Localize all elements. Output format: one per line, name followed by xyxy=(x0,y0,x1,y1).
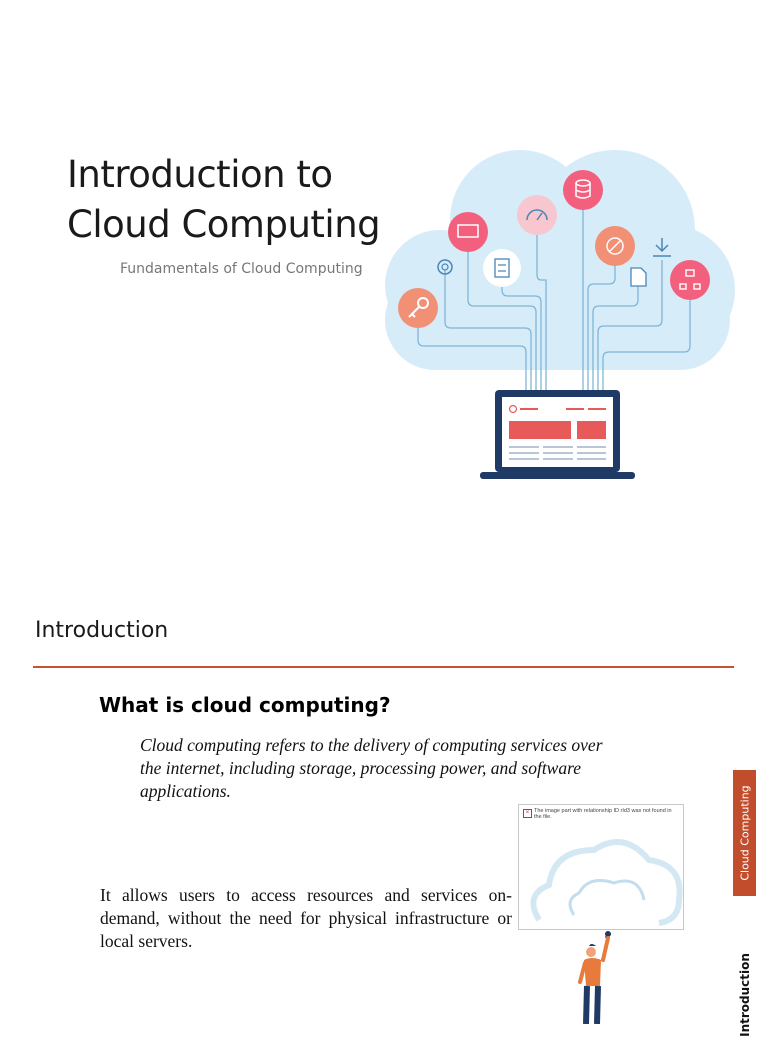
cloud-shape xyxy=(385,150,735,370)
broken-image-text: The image part with relationship ID rId3 was not found in the file. xyxy=(534,808,672,820)
presentation-icon xyxy=(448,212,488,252)
definition-quote: Cloud computing refers to the delivery of computing services over the internet, including storage, processing power, and software applications. xyxy=(140,735,603,801)
slide-title: Introduction to Cloud Computing xyxy=(67,153,381,246)
slide-subtitle: Fundamentals of Cloud Computing xyxy=(120,261,363,277)
database-icon xyxy=(563,170,603,210)
broken-image-icon: × xyxy=(523,809,532,818)
body-paragraph: It allows users to access resources and services on-demand, without the need for physical infrastructure or local servers. xyxy=(100,885,512,951)
introduction-slide xyxy=(0,600,768,1037)
faint-cloud-icon xyxy=(519,805,683,929)
no-upload-icon xyxy=(595,226,635,266)
section-title: Introduction xyxy=(35,618,169,643)
side-tab-label: Cloud Computing xyxy=(738,785,751,881)
cloud-computing-illustration xyxy=(370,150,750,495)
laptop-icon xyxy=(480,390,635,479)
speedometer-icon xyxy=(517,195,557,235)
side-section-label: Introduction xyxy=(738,953,752,1037)
file-icon xyxy=(631,268,646,286)
document-icon xyxy=(483,249,521,287)
key-icon xyxy=(398,288,438,328)
network-icon xyxy=(670,260,710,300)
person-reaching-illustration xyxy=(570,930,620,1024)
side-tab xyxy=(733,770,756,896)
title-divider xyxy=(33,666,734,668)
broken-image-placeholder xyxy=(518,804,684,930)
question-heading: What is cloud computing? xyxy=(99,693,391,717)
